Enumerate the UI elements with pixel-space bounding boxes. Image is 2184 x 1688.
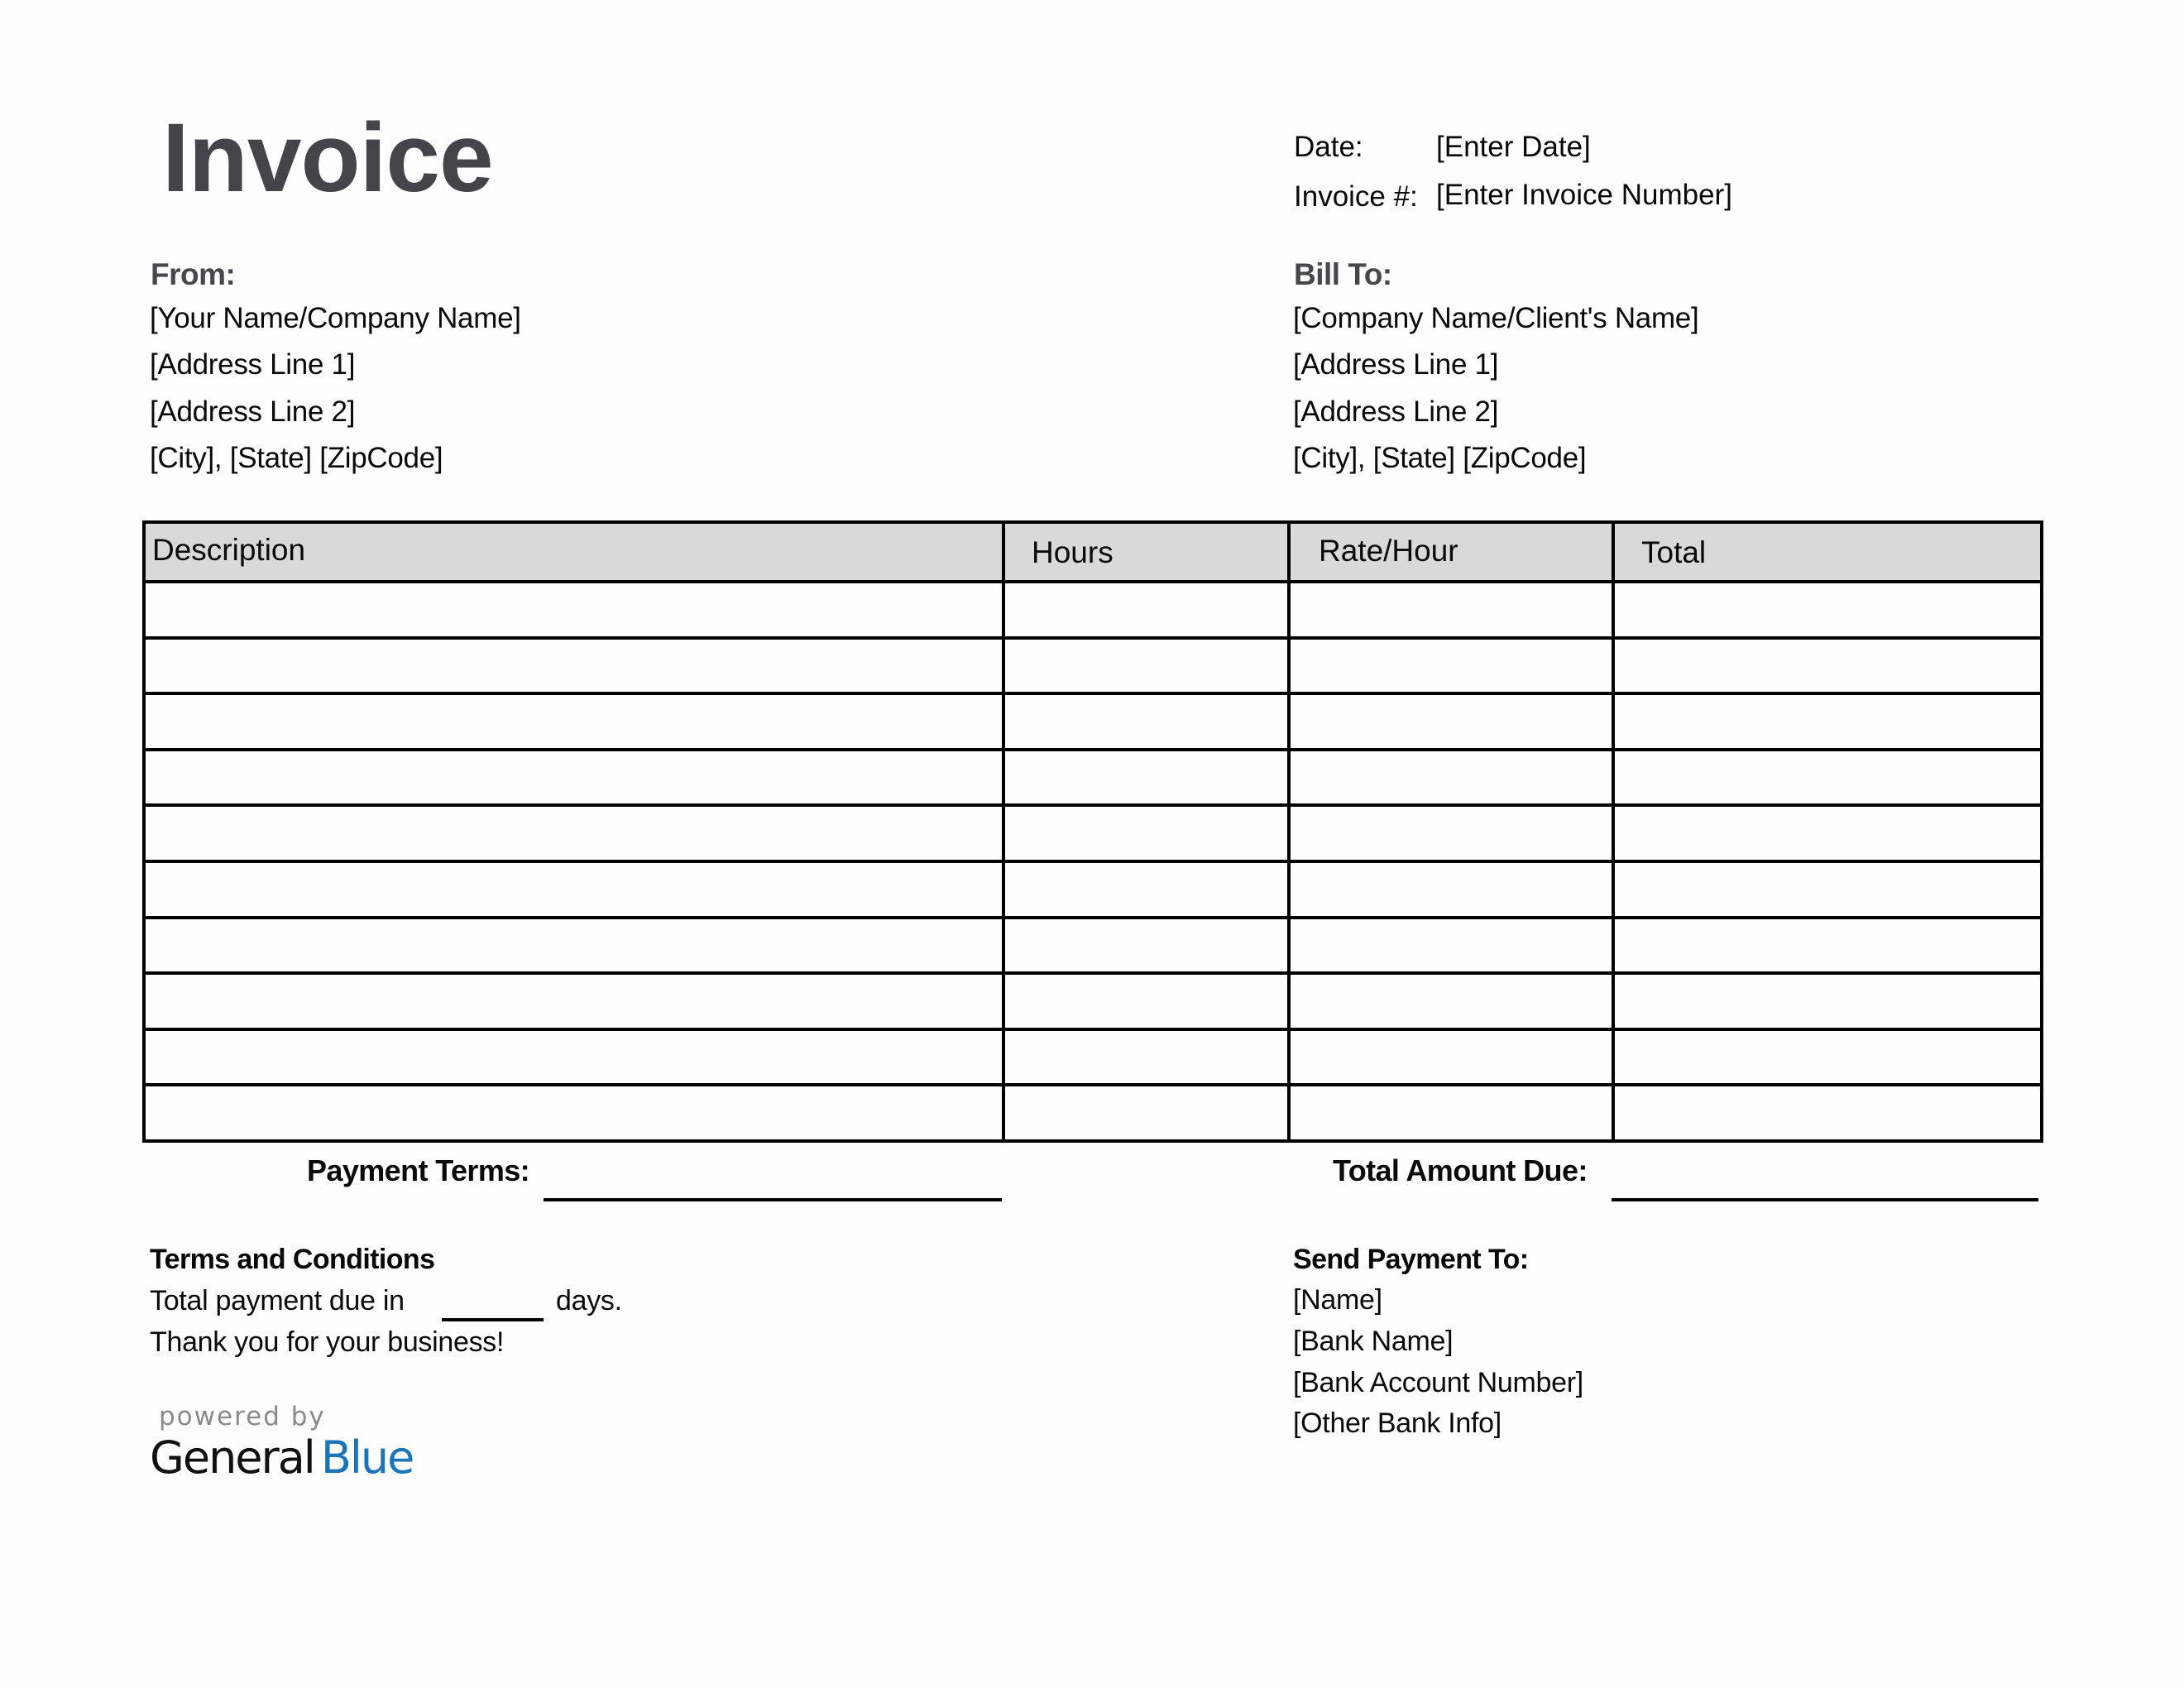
date-field[interactable]: [Enter Date] (1436, 131, 1591, 163)
total-cell[interactable] (1613, 861, 2042, 918)
rate-hour-cell[interactable] (1289, 693, 1613, 750)
total-amount-due-field[interactable] (1612, 1157, 2038, 1198)
other-bank-info-field[interactable]: [Other Bank Info] (1293, 1407, 1502, 1439)
total-amount-due-label: Total Amount Due: (1333, 1153, 1588, 1187)
terms-heading: Terms and Conditions (150, 1244, 435, 1275)
rate-hour-cell[interactable] (1289, 1029, 1613, 1086)
rate-hour-cell[interactable] (1289, 973, 1613, 1029)
bank-account-number-field[interactable]: [Bank Account Number] (1293, 1367, 1583, 1398)
total-cell[interactable] (1613, 750, 2042, 806)
date-label: Date: (1294, 131, 1363, 163)
column-header-hours-label: Hours (1032, 535, 1114, 569)
total-cell[interactable] (1613, 805, 2042, 861)
table-row (144, 1029, 2042, 1086)
table-row (144, 750, 2042, 806)
table-row (144, 1085, 2042, 1141)
total-cell[interactable] (1613, 1085, 2042, 1141)
hours-cell[interactable] (1003, 1029, 1289, 1086)
payment-due-prefix: Total payment due in (150, 1285, 405, 1316)
column-header-description-label: Description (152, 533, 306, 567)
payment-due-days-underline (442, 1318, 544, 1321)
logo-text-blue: Blue (320, 1431, 414, 1484)
description-cell[interactable] (144, 805, 1003, 861)
total-amount-due-underline (1612, 1198, 2038, 1201)
payment-terms-field[interactable] (544, 1157, 1002, 1198)
total-cell[interactable] (1613, 1029, 2042, 1086)
description-cell[interactable] (144, 918, 1003, 974)
from-city-state-zip-field[interactable]: [City], [State] [ZipCode] (150, 442, 443, 474)
hours-cell[interactable] (1003, 582, 1289, 638)
payment-terms-underline (544, 1198, 1002, 1201)
description-cell[interactable] (144, 638, 1003, 694)
invoice-title: Invoice (162, 103, 493, 213)
from-address-line-2-field[interactable]: [Address Line 2] (150, 396, 356, 428)
hours-cell[interactable] (1003, 918, 1289, 974)
logo-text-general: General (150, 1431, 314, 1484)
description-cell[interactable] (144, 1085, 1003, 1141)
invoice-number-field[interactable]: [Enter Invoice Number] (1436, 179, 1732, 211)
column-header-description (144, 522, 1003, 582)
thank-you-note: Thank you for your business! (150, 1326, 505, 1358)
column-header-total (1613, 522, 2042, 582)
bank-name-field[interactable]: [Bank Name] (1293, 1326, 1454, 1357)
payment-due-days-field[interactable] (442, 1283, 544, 1317)
description-cell[interactable] (144, 861, 1003, 918)
from-address-line-1-field[interactable]: [Address Line 1] (150, 348, 356, 381)
table-row (144, 638, 2042, 694)
column-header-rate-hour-label: Rate/Hour (1319, 534, 1458, 568)
payee-name-field[interactable]: [Name] (1293, 1284, 1382, 1316)
description-cell[interactable] (144, 582, 1003, 638)
rate-hour-cell[interactable] (1289, 1085, 1613, 1141)
hours-cell[interactable] (1003, 693, 1289, 750)
bill-to-city-state-zip-field[interactable]: [City], [State] [ZipCode] (1293, 442, 1587, 474)
line-items-table (142, 520, 2043, 1143)
bill-to-name-field[interactable]: [Company Name/Client's Name] (1293, 302, 1699, 334)
table-row (144, 693, 2042, 750)
rate-hour-cell[interactable] (1289, 582, 1613, 638)
invoice-number-label: Invoice #: (1294, 180, 1418, 213)
table-row (144, 918, 2042, 974)
column-header-rate-hour (1289, 522, 1613, 582)
hours-cell[interactable] (1003, 805, 1289, 861)
rate-hour-cell[interactable] (1289, 861, 1613, 918)
rate-hour-cell[interactable] (1289, 750, 1613, 806)
total-cell[interactable] (1613, 638, 2042, 694)
rate-hour-cell[interactable] (1289, 638, 1613, 694)
from-heading: From: (151, 257, 236, 291)
description-cell[interactable] (144, 750, 1003, 806)
table-row (144, 582, 2042, 638)
from-name-field[interactable]: [Your Name/Company Name] (150, 302, 521, 334)
column-header-total-label: Total (1641, 535, 1707, 569)
hours-cell[interactable] (1003, 973, 1289, 1029)
hours-cell[interactable] (1003, 1085, 1289, 1141)
table-row (144, 805, 2042, 861)
payment-terms-label: Payment Terms: (307, 1153, 530, 1187)
hours-cell[interactable] (1003, 750, 1289, 806)
column-header-hours (1003, 522, 1289, 582)
rate-hour-cell[interactable] (1289, 805, 1613, 861)
description-cell[interactable] (144, 973, 1003, 1029)
generalblue-logo (150, 1431, 414, 1484)
bill-to-address-line-2-field[interactable]: [Address Line 2] (1293, 396, 1499, 428)
table-header-row (144, 522, 2042, 582)
powered-by-label: powered by (159, 1402, 326, 1431)
bill-to-address-line-1-field[interactable]: [Address Line 1] (1293, 348, 1499, 381)
rate-hour-cell[interactable] (1289, 918, 1613, 974)
payment-due-suffix: days. (556, 1285, 622, 1316)
send-payment-heading: Send Payment To: (1293, 1244, 1529, 1275)
total-cell[interactable] (1613, 918, 2042, 974)
hours-cell[interactable] (1003, 861, 1289, 918)
table-row (144, 861, 2042, 918)
bill-to-heading: Bill To: (1294, 257, 1392, 291)
hours-cell[interactable] (1003, 638, 1289, 694)
description-cell[interactable] (144, 693, 1003, 750)
description-cell[interactable] (144, 1029, 1003, 1086)
total-cell[interactable] (1613, 973, 2042, 1029)
total-cell[interactable] (1613, 582, 2042, 638)
total-cell[interactable] (1613, 693, 2042, 750)
table-row (144, 973, 2042, 1029)
